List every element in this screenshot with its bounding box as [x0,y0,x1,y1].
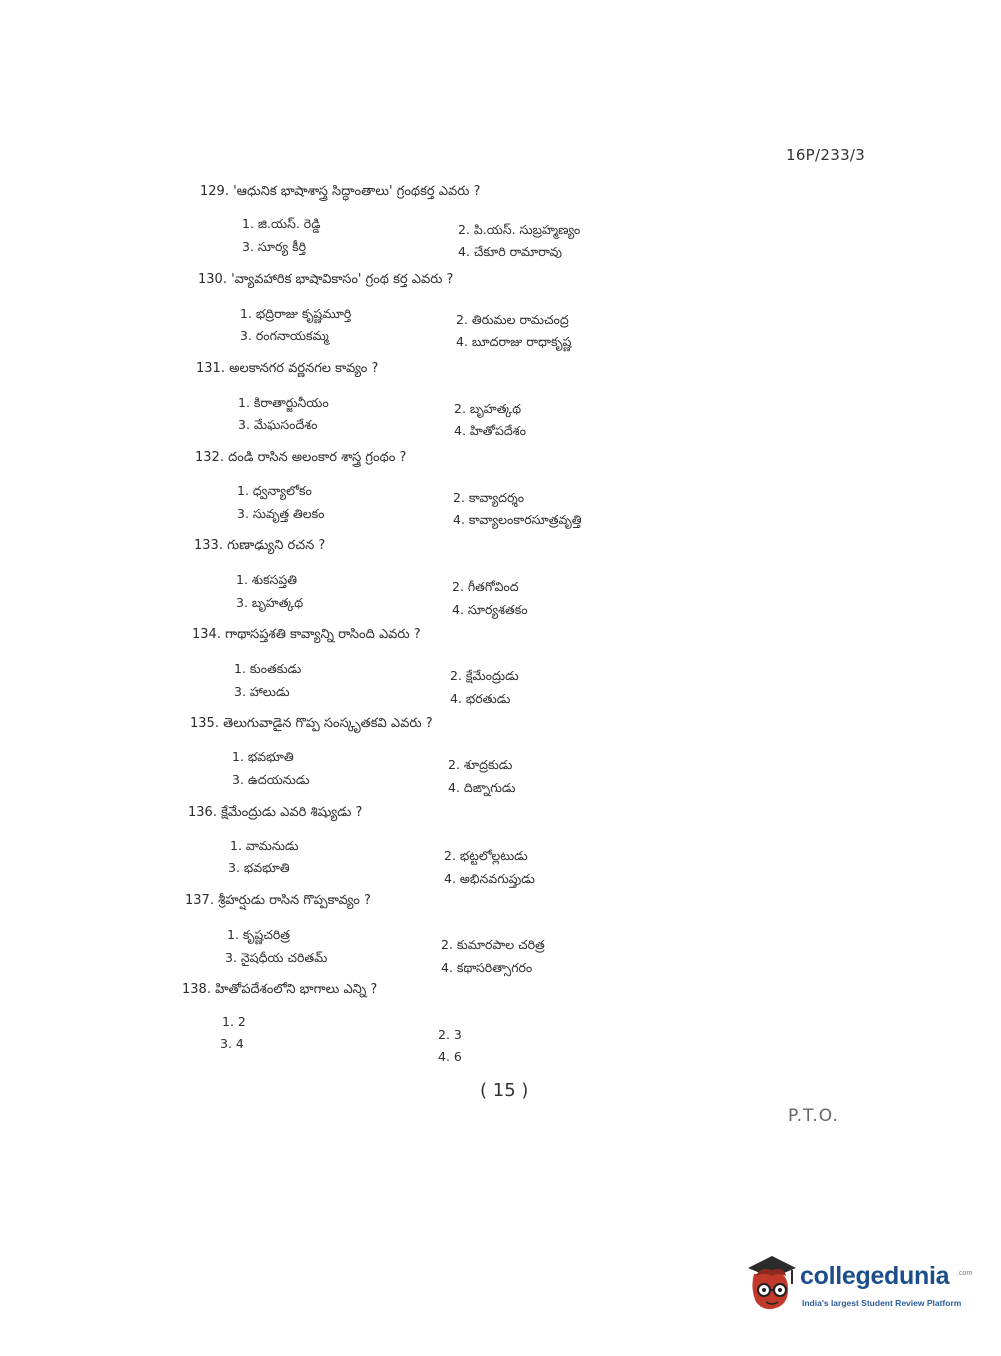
option-1: 1. శుకసప్తతి [236,572,298,587]
question-text: 131. అలకానగర వర్ణనగల కావ్యం ? [196,361,379,376]
pto-label: P.T.O. [788,1106,839,1126]
option-3: 3. హాలుడు [234,684,290,699]
option-2: 2. కావ్యాదర్శం [453,490,525,505]
option-2: 2. తిరుమల రామచంద్ర [456,312,569,327]
option-1: 1. భద్రిరాజు కృష్ణమూర్తి [240,306,352,321]
option-1: 1. 2 [222,1014,246,1029]
option-2: 2. బృహత్కథ [454,401,522,416]
option-1: 1. జి.యస్. రెడ్డి [242,216,321,231]
option-3: 3. సువృత్త తిలకం [237,506,325,521]
option-4: 4. దిఙ్నాగుడు [448,780,516,795]
option-4: 4. హితోపదేశం [454,423,526,438]
option-2: 2. 3 [438,1027,462,1042]
question-text: 129. 'ఆధునిక భాషాశాస్త్ర సిద్ధాంతాలు' గ్రంథకర్త ఎవరు ? [200,184,481,199]
option-4: 4. భరతుడు [450,691,511,706]
student-mascot-icon [742,1252,802,1316]
option-3: 3. 4 [220,1036,244,1051]
option-2: 2. క్షేమేంద్రుడు [450,668,519,683]
brand-name: collegedunia [800,1262,950,1290]
option-2: 2. కుమారపాల చరిత్ర [441,937,545,952]
option-1: 1. భవభూతి [232,749,294,764]
option-2: 2. భట్టలోల్లటుడు [444,848,528,863]
option-4: 4. కథాసరిత్సాగరం [441,960,533,975]
page-number: ( 15 ) [480,1080,529,1101]
option-3: 3. భవభూతి [228,860,290,875]
option-2: 2. పి.యస్. సుబ్రహ్మణ్యం [458,222,581,237]
question-text: 130. 'వ్యావహారిక భాషావికాసం' గ్రంథ కర్త ఎవరు ? [198,272,454,287]
option-3: 3. నైషధీయ చరితమ్ [225,950,328,965]
option-3: 3. బృహత్కథ [236,595,304,610]
option-1: 1. కుంతకుడు [234,661,302,676]
question-text: 135. తెలుగువాడైన గొప్ప సంస్కృతకవి ఎవరు ? [190,716,433,731]
question-text: 133. గుణాఢ్యుని రచన ? [194,538,326,553]
brand-tagline: India's largest Student Review Platform [802,1298,962,1308]
option-4: 4. బూదరాజు రాధాకృష్ణ [456,334,572,349]
option-1: 1. ధ్వన్యాలోకం [237,483,312,498]
option-1: 1. వామనుడు [230,838,299,853]
question-text: 132. దండి రాసిన అలంకార శాస్త్ర గ్రంథం ? [195,450,407,465]
option-3: 3. సూర్య కీర్తి [242,239,307,254]
question-text: 134. గాథాసప్తశతి కావ్యాన్ని రాసింది ఎవరు ? [192,627,421,642]
brand-suffix: .com [957,1270,973,1277]
option-4: 4. సూర్యశతకం [452,602,528,617]
option-3: 3. మేఘసందేశం [238,417,318,432]
paper-code: 16P/233/3 [786,146,866,164]
question-text: 137. శ్రీహర్షుడు రాసిన గొప్పకావ్యం ? [185,893,371,908]
watermark-logo [742,1252,972,1322]
option-3: 3. ఉదయనుడు [232,772,310,787]
option-2: 2. గీతగోవింద [452,579,519,594]
option-1: 1. కృష్ణచరిత్ర [227,927,290,942]
option-4: 4. కావ్యాలంకారసూత్రవృత్తి [453,512,582,527]
option-4: 4. 6 [438,1049,462,1064]
option-3: 3. రంగనాయకమ్మ [240,328,329,343]
option-1: 1. కిరాతార్జునీయం [238,395,329,410]
option-4: 4. చేకూరి రామారావు [458,244,563,259]
question-text: 136. క్షేమేంద్రుడు ఎవరి శిష్యుడు ? [188,805,363,820]
question-text: 138. హితోపదేశంలోని భాగాలు ఎన్ని ? [182,982,378,997]
option-4: 4. అభినవగుప్తుడు [444,871,535,886]
option-2: 2. శూద్రకుడు [448,757,513,772]
